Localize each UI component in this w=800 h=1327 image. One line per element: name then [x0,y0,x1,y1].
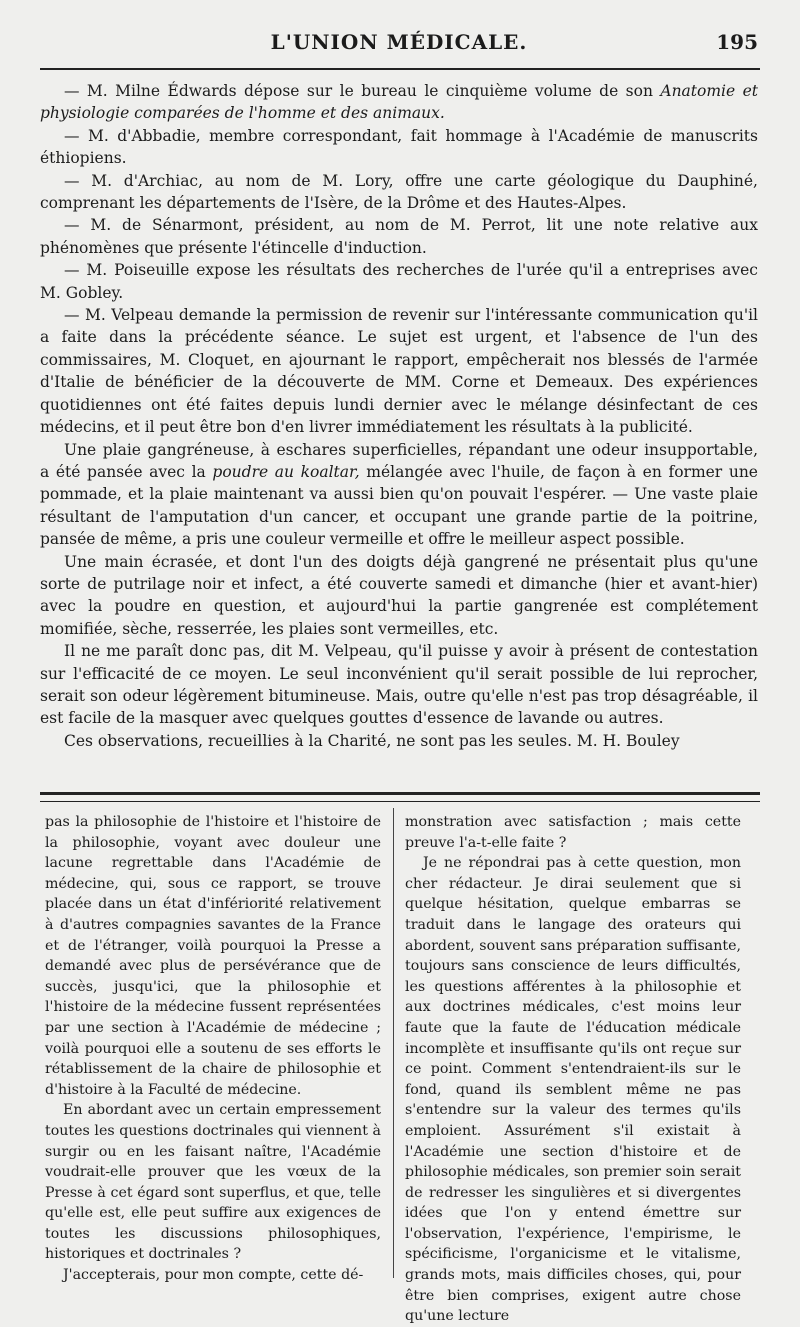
feuilleton-paragraph: pas la philosophie de l'histoire et l'histoire de la philosophie, voyant avec douleur une lacune regrettable dans l'Académie de médecine, qui, sous ce rapport, se trouve placée dans un état d'infériorité relativement à d'autres compagnies savantes de la France et de l'étranger, voilà pourquoi la Presse a demandé avec plus de persévérance que de succès, jusqu'ici, que la philosophie et l'histoire de la médecine fussent représentées par une section à l'Académie de médecine ; voilà pourquoi elle a soutenu de ses efforts le rétablissement de la chaire de philosophie et d'histoire à la Faculté de médecine. [45,814,381,1098]
paragraph-senarmont: — M. de Sénarmont, président, au nom de M. Perrot, lit une note relative aux phénomènes que présente l'étincelle d'induction. [40,216,758,257]
remedy-name: poudre au koaltar, [212,462,360,481]
page-header [40,30,758,64]
page-number: 195 [716,30,758,54]
paragraph-plaie: Une plaie gangréneuse, à eschares superficielles, répandant une odeur insupportable, a été pansée avec la poudre au koaltar, mélangée avec l'huile, de façon à en former une pommade, et la plaie maintenant va aussi bien qu'on pouvait l'espérer. — Une vaste plaie résultant de l'amputation d'un cancer, et occupant une grande partie de la poitrine, pansée de même, a pris une couleur vermeille et offre le meilleur aspect possible. [40,440,758,549]
paragraph-archiac: — M. d'Archiac, au nom de M. Lory, offre une carte géologique du Dauphiné, comprenant les départements de l'Isère, de la Drôme et des Hautes-Alpes. [40,171,758,213]
feuilleton-right-column [405,812,741,1327]
paragraph-poiseuille: — M. Poiseuille expose les résultats des recherches de l'urée qu'il a entreprises avec M. Gobley. [40,261,758,302]
main-text [40,80,758,752]
paragraph-milne-edwards: — M. Milne Édwards dépose sur le bureau le cinquième volume de son Anatomie et physiologie comparées de l'homme et des animaux. [40,82,759,123]
feuilleton-paragraph: monstration avec satisfaction ; mais cette preuve l'a-t-elle faite ? [405,814,741,851]
feuilleton-divider [40,792,760,802]
paragraph-velpeau: — M. Velpeau demande la permission de revenir sur l'intéressante communication qu'il a faite dans la précédente séance. Le sujet est urgent, et l'absence de l'un des commissaires, M. Cloquet, en ajournant le rapport, empêcherait nos blessés de l'armée d'Italie de bénéficier de la découverte de MM. Corne et Demeaux. Des expériences quotidiennes ont été faites depuis lundi dernier avec le mélange désinfectant de ces médecins, et il peut être bon d'en livrer immédiatement les résultats à la publicité. [40,306,758,437]
book-title: Anatomie et physiologie comparées de l'homme et des animaux. [40,82,759,123]
paragraph-main-ecrasee: Une main écrasée, et dont l'un des doigts déjà gangrené ne présentait plus qu'une sorte de putrilage noir et infect, a été couverte samedi et dimanche (hier et avant-hier) avec la poudre en question, et aujourd'hui la partie gangrenée est complétement momifiée, sèche, resserrée, les plaies sont vermeilles, etc. [40,552,758,638]
paragraph-conclusion: Il ne me paraît donc pas, dit M. Velpeau, qu'il puisse y avoir à présent de contestation sur l'efficacité de ce moyen. Le seul inconvénient qu'il serait possible de lui reprocher, serait son odeur légèrement bitumineuse. Mais, outre qu'elle n'est pas trop désagréable, il est facile de la masquer avec quelques gouttes d'essence de lavande ou autres. [40,642,758,728]
header-rule [40,68,760,70]
paragraph-observations: Ces observations, recueillies à la Charité, ne sont pas les seules. M. H. Bouley [64,731,680,750]
running-title: L'UNION MÉDICALE. [270,30,528,54]
feuilleton-paragraph: Je ne répondrai pas à cette question, mon cher rédacteur. Je dirai seulement que si quelque hésitation, quelque embarras se traduit dans le langage des orateurs qui abordent, souvent sans préparation suffisante, toujours sans conscience de leurs difficultés, les questions afférentes à la philosophie et aux doctrines médicales, c'est moins leur faute que la faute de l'éducation médicale incomplète et insuffisante qu'ils ont reçue sur ce point. Comment s'entendraient-ils sur le fond, quand ils semblent même ne pas s'entendre sur la valeur des termes qu'ils emploient. Assurément s'il existait à l'Académie une section d'histoire et de philosophie médicales, son premier soin serait de redresser les singulières et si divergentes idées que l'on y entend émettre sur l'observation, l'expérience, l'empirisme, le spécificisme, l'organicisme et le vitalisme, grands mots, mais difficiles choses, qui, pour être bien comprises, exigent autre chose qu'une lecture [405,855,741,1325]
feuilleton-paragraph: En abordant avec un certain empressement toutes les questions doctrinales qui viennent à surgir ou en les faisant naître, l'Académie voudrait-elle prouver que les vœux de la Presse à cet égard sont superflus, et que, telle qu'elle est, elle peut suffire aux exigences de toutes les discussions philosophiques, historiques et doctrinales ? [45,1102,381,1263]
paragraph-abbadie: — M. d'Abbadie, membre correspondant, fait hommage à l'Académie de manuscrits éthiopiens. [40,126,758,168]
feuilleton-paragraph: J'accepterais, pour mon compte, cette dé- [63,1267,364,1284]
feuilleton-left-column [45,812,381,1286]
column-separator [393,808,394,1278]
